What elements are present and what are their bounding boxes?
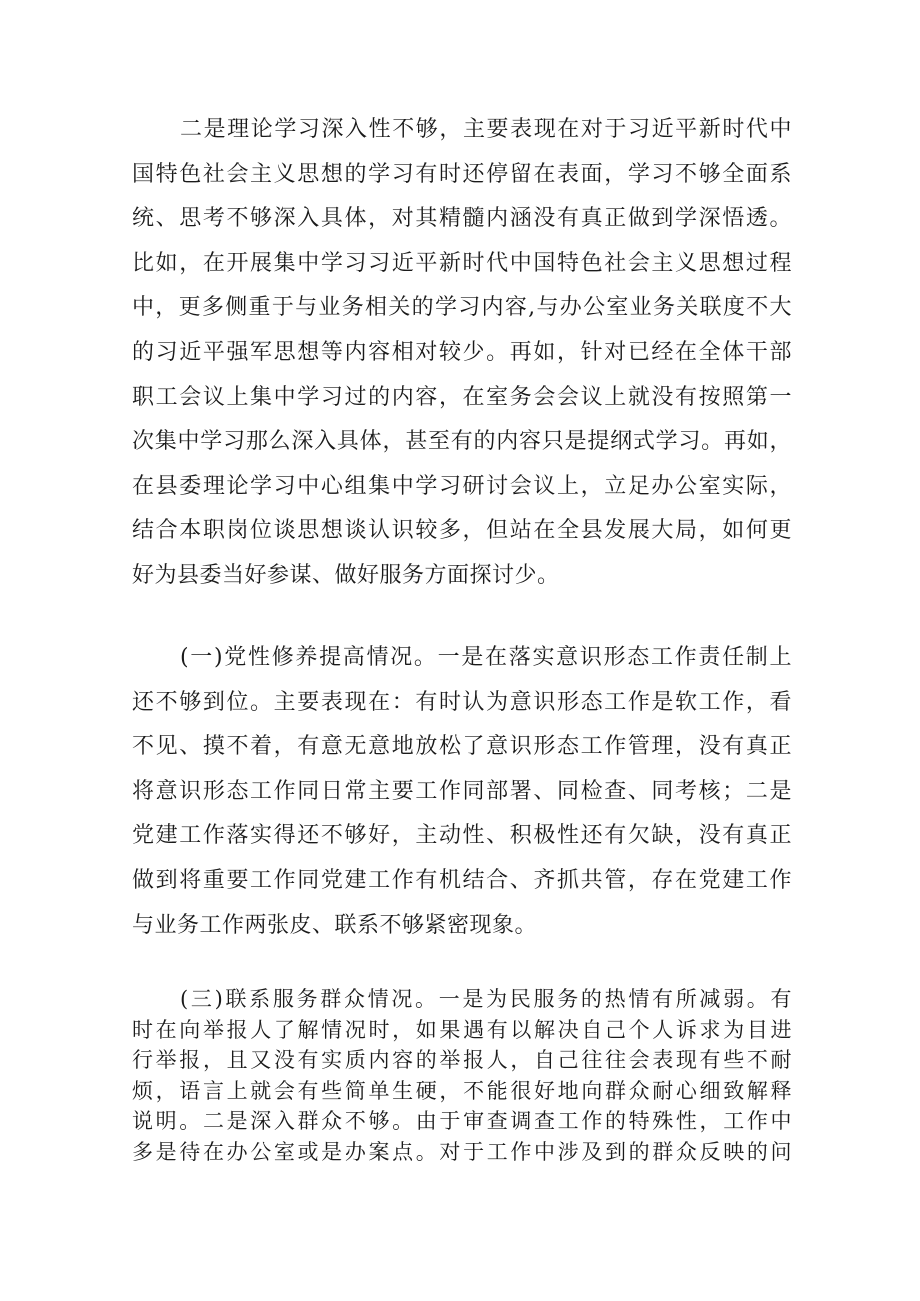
text-line: 做到将重要工作同党建工作有机结合、齐抓共管，存在党建工作 <box>132 867 792 893</box>
section-heading-line: (三)联系服务群众情况。一是为民服务的热情有所减弱。有 <box>180 987 792 1011</box>
paragraph-serving-masses <box>132 984 792 1168</box>
text-line: 中，更多侧重于与业务相关的学习内容,与办公室业务关联度不大 <box>132 295 792 321</box>
text-line: 不见、摸不着，有意无意地放松了意识形态工作管理，没有真正 <box>132 734 792 760</box>
paragraph-theory-study <box>132 108 792 599</box>
text-line: 党建工作落实得还不够好，主动性、积极性还有欠缺，没有真正 <box>132 823 792 849</box>
text-line: 将意识形态工作同日常主要工作同部署、同检查、同考核；二是 <box>132 778 792 804</box>
text-line: 行举报，且又没有实质内容的举报人，自己往往会表现有些不耐 <box>132 1048 792 1073</box>
text-line: 统、思考不够深入具体，对其精髓内涵没有真正做到学深悟透。 <box>132 206 792 232</box>
text-line: 还不够到位。主要表现在：有时认为意识形态工作是软工作，看 <box>132 689 792 715</box>
text-line: 比如，在开展集中学习习近平新时代中国特色社会主义思想过程 <box>132 250 792 276</box>
section-heading-line: (一)党性修养提高情况。一是在落实意识形态工作责任制上 <box>180 645 792 670</box>
paragraph-party-cultivation <box>132 636 792 948</box>
text-line: 二是理论学习深入性不够，主要表现在对于习近平新时代中 <box>180 117 792 142</box>
text-line: 结合本职岗位谈思想谈认识较多，但站在全县发展大局，如何更 <box>132 518 792 544</box>
text-line: 的习近平强军思想等内容相对较少。再如，针对已经在全体干部 <box>132 339 792 365</box>
text-line: 时在向举报人了解情况时，如果遇有以解决自己个人诉求为目进 <box>132 1017 792 1042</box>
text-line: 国特色社会主义思想的学习有时还停留在表面，学习不够全面系 <box>132 161 792 187</box>
text-line: 多是待在办公室或是办案点。对于工作中涉及到的群众反映的问 <box>132 1139 792 1164</box>
text-line: 好为县委当好参谋、做好服务方面探讨少。 <box>132 562 560 588</box>
text-line: 职工会议上集中学习过的内容，在室务会会议上就没有按照第一 <box>132 384 792 410</box>
text-line: 说明。二是深入群众不够。由于审查调查工作的特殊性，工作中 <box>132 1109 792 1134</box>
text-line: 在县委理论学习中心组集中学习研讨会议上，立足办公室实际， <box>132 473 792 499</box>
text-line: 与业务工作两张皮、联系不够紧密现象。 <box>132 912 538 938</box>
text-line: 烦，语言上就会有些简单生硬，不能很好地向群众耐心细致解释 <box>132 1078 792 1103</box>
text-line: 次集中学习那么深入具体，甚至有的内容只是提纲式学习。再如， <box>132 429 792 455</box>
